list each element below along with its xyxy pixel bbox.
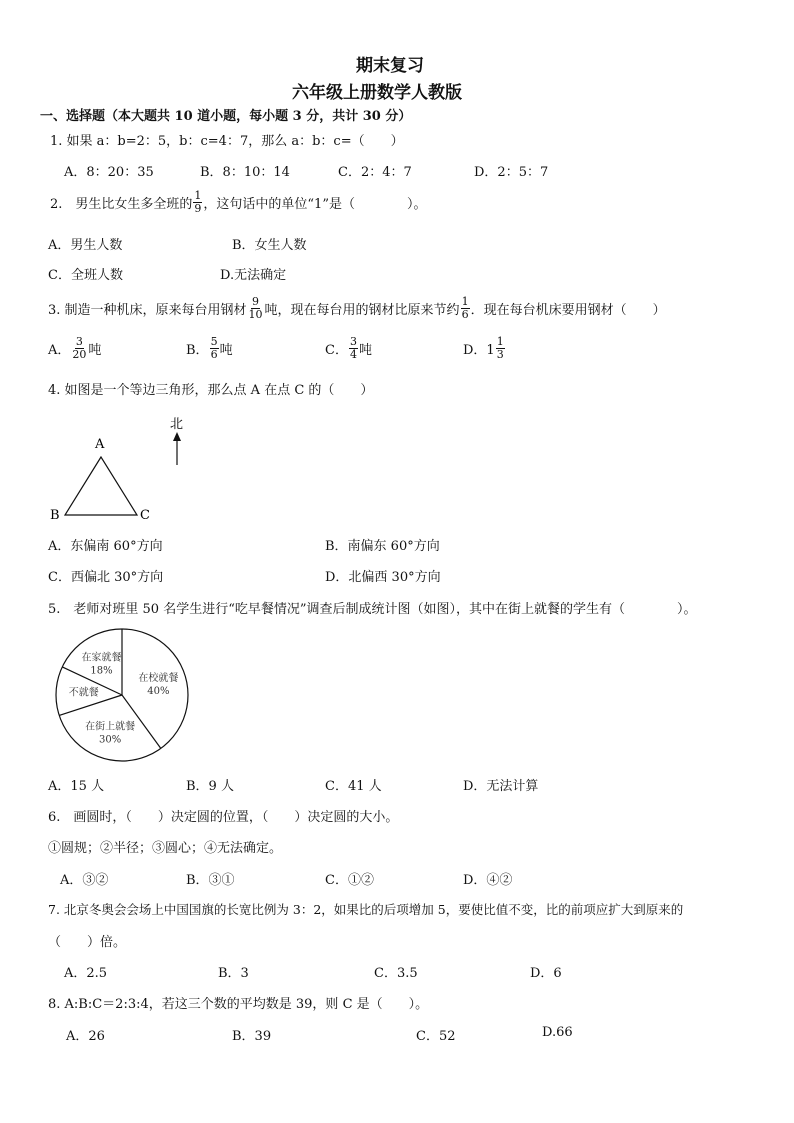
q3-option-d: D．1 $\frac{1}{3}$ <box>463 335 504 361</box>
q2-option-b: B．女生人数 <box>232 238 307 253</box>
page-subtitle: 六年级上册数学人教版 <box>292 83 462 103</box>
q8-option-a: A．26 <box>66 1029 105 1044</box>
question-7-stem-line2: （ ）倍。 <box>48 935 127 950</box>
q5-option-d: D．无法计算 <box>463 779 539 794</box>
pie-slice-value: 18% <box>90 665 113 677</box>
q2-fraction: $\frac{1}{9}$ <box>194 189 202 215</box>
question-3-stem <box>48 296 666 321</box>
q2-option-a: A．男生人数 <box>48 238 123 253</box>
q2-option-d: D.无法确定 <box>220 268 287 283</box>
vertex-a-label: A <box>95 437 105 452</box>
q1-option-b: B．8：10：14 <box>200 165 290 180</box>
q6-choices: ①圆规；②半径；③圆心；④无法确定。 <box>48 841 283 856</box>
vertex-c-label: C <box>140 508 150 523</box>
q8-option-b: B．39 <box>232 1029 272 1044</box>
q2-option-c: C．全班人数 <box>48 268 123 283</box>
q4-option-d: D．北偏西 30°方向 <box>325 570 441 585</box>
q3-option-b: B． $\frac{5}{6}$ 吨 <box>186 335 233 361</box>
q4-option-a: A．东偏南 60°方向 <box>48 539 163 554</box>
q6-option-a: A．③② <box>60 873 109 888</box>
q7-option-c: C．3.5 <box>374 966 418 981</box>
page-title: 期末复习 <box>356 56 424 76</box>
q4-option-c: C．西偏北 30°方向 <box>48 570 164 585</box>
q5-option-b: B．9 人 <box>186 779 234 794</box>
q8-option-d: D.66 <box>542 1025 573 1040</box>
q7-option-d: D．6 <box>530 966 562 981</box>
section-heading: 一、选择题（本大题共 10 道小题，每小题 3 分，共计 30 分） <box>40 109 412 124</box>
question-1-stem: 1. 如果 a：b=2：5，b：c=4：7，那么 a：b：c=（ ） <box>50 134 404 149</box>
q2-stem-post: ，这句话中的单位“1”是（ ）。 <box>203 197 427 212</box>
q6-option-b: B．③① <box>186 873 235 888</box>
q3-stem-b: 吨，现在每台用的钢材比原来节约 <box>264 303 460 318</box>
vertex-b-label: B <box>50 508 60 523</box>
q7-option-a: A．2.5 <box>64 966 108 981</box>
q6-option-c: C．①② <box>325 873 374 888</box>
north-label: 北 <box>170 417 184 432</box>
triangle-figure <box>40 410 220 530</box>
pie-slice-label: 在街上就餐 <box>85 721 136 733</box>
equilateral-triangle <box>65 457 137 515</box>
q7-option-b: B．3 <box>218 966 249 981</box>
q1-option-c: C．2：4：7 <box>338 165 412 180</box>
q3-stem-c: ．现在每台机床要用钢材（ ） <box>470 303 666 318</box>
question-7-stem-line1: 7. 北京冬奥会会场上中国国旗的长宽比例为 3：2，如果比的后项增加 5，要使比值不变，比的前项应扩大到原来的 <box>48 902 684 917</box>
question-2-stem <box>50 190 426 215</box>
north-arrow-icon <box>173 432 181 441</box>
q2-stem-pre: 2. 男生比女生多全班的 <box>50 197 193 212</box>
question-4-stem: 4. 如图是一个等边三角形，那么点 A 在点 C 的（ ） <box>48 383 374 398</box>
q3-stem-a: 3. 制造一种机床，原来每台用钢材 <box>48 303 247 318</box>
pie-slice-label: 不就餐 <box>68 687 99 699</box>
q5-option-c: C．41 人 <box>325 779 382 794</box>
pie-chart <box>52 625 192 765</box>
q1-option-d: D．2：5：7 <box>474 165 549 180</box>
q8-option-c: C．52 <box>416 1029 456 1044</box>
q4-option-b: B．南偏东 60°方向 <box>325 539 440 554</box>
pie-slice-value: 30% <box>99 734 122 746</box>
question-6-stem: 6. 画圆时，（ ）决定圆的位置，（ ）决定圆的大小。 <box>48 810 399 825</box>
pie-slice-label: 在校就餐 <box>138 673 179 685</box>
pie-slice-value: 40% <box>147 686 170 698</box>
q1-option-a: A．8：20：35 <box>64 165 154 180</box>
q5-option-a: A．15 人 <box>48 779 105 794</box>
question-5-stem: 5. 老师对班里 50 名学生进行“吃早餐情况”调查后制成统计图（如图），其中在街上就餐的学生有（ ）。 <box>48 602 697 617</box>
pie-slice-label: 在家就餐 <box>81 652 122 664</box>
q3-option-c: C． $\frac{3}{4}$ 吨 <box>325 335 372 361</box>
q3-fraction-2: $\frac{1}{6}$ <box>461 295 469 321</box>
q3-fraction-1: $\frac{9}{10}$ <box>248 295 263 321</box>
q3-option-a: A． $\frac{3}{20}$ 吨 <box>48 335 102 361</box>
q6-option-d: D．④② <box>463 873 513 888</box>
question-8-stem: 8. A:B:C＝2:3:4，若这三个数的平均数是 39，则 C 是（ ）。 <box>48 997 429 1012</box>
